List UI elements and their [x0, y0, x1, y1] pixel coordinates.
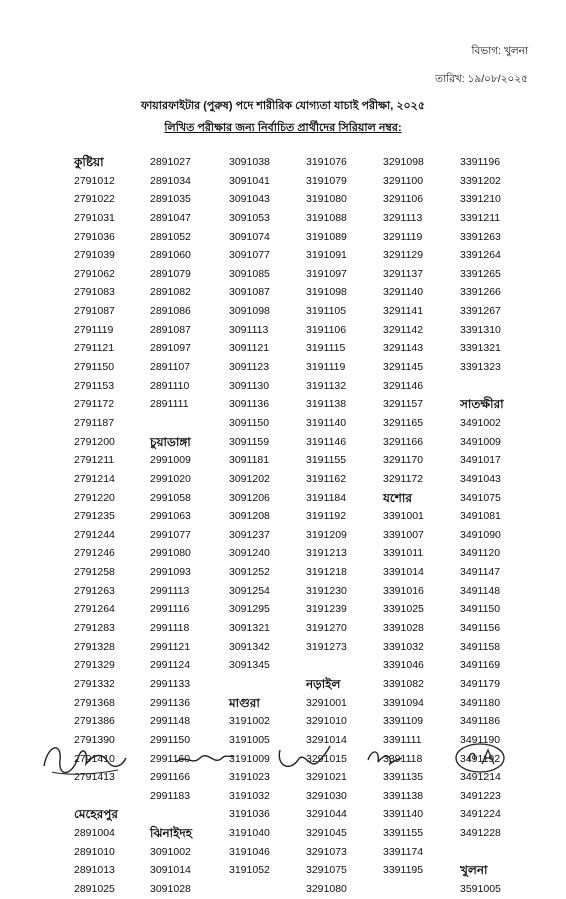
serial-number: 3191088 — [306, 211, 347, 224]
serial-number: 3191023 — [229, 771, 270, 784]
serial-number: 3491148 — [460, 584, 501, 597]
serial-number: 3191091 — [306, 249, 347, 262]
district-heading: নড়াইল — [306, 676, 341, 691]
serial-number: 3191036 — [229, 808, 270, 821]
signature-1 — [38, 736, 130, 780]
serial-number: 3091074 — [229, 230, 270, 243]
serial-number: 3391046 — [383, 659, 424, 672]
serial-number: 2791083 — [74, 286, 115, 299]
serial-number: 3091038 — [229, 156, 270, 168]
serial-number: 3591005 — [460, 882, 501, 895]
serial-number: 3191140 — [306, 416, 347, 429]
serial-number: 2891110 — [150, 379, 190, 392]
serial-number: 3091087 — [229, 286, 270, 299]
serial-number: 2791039 — [74, 249, 115, 262]
serial-number: 2991058 — [150, 491, 191, 504]
serial-number: 3291073 — [306, 845, 347, 858]
serial-number: 3191146 — [306, 435, 347, 448]
serial-number: 2791264 — [74, 603, 115, 616]
serial-number: 3291001 — [306, 696, 347, 709]
serial-number: 3191002 — [229, 715, 270, 728]
serial-number: 3291145 — [383, 361, 424, 374]
serial-number: 2791390 — [74, 733, 115, 746]
serial-number: 2891025 — [74, 882, 115, 895]
serial-number: 3091206 — [229, 491, 270, 504]
serial-number: 2891060 — [150, 249, 191, 262]
serial-number: 3291143 — [383, 342, 424, 355]
serial-number: 3491169 — [460, 659, 501, 672]
serial-number: 3091202 — [229, 472, 270, 485]
serial-number: 3491147 — [460, 566, 501, 579]
serial-number: 3291146 — [383, 379, 424, 392]
serial-number: 3091041 — [229, 174, 270, 187]
serial-number: 3291157 — [383, 398, 424, 411]
serial-number: 3191079 — [306, 174, 347, 187]
serial-number: 3491192 — [460, 752, 501, 765]
serial-number: 3391195 — [383, 864, 424, 877]
serial-number: 3191076 — [306, 156, 347, 168]
serial-number: 3391321 — [460, 342, 501, 355]
serial-number: 3191209 — [306, 528, 347, 541]
serial-number: 2991166 — [150, 771, 191, 784]
serial-number: 2791263 — [74, 584, 115, 597]
serial-number: 2891052 — [150, 230, 191, 243]
serial-number: 2991116 — [150, 603, 190, 616]
signature-2 — [172, 736, 236, 780]
serial-number: 2791386 — [74, 715, 115, 728]
signature-3 — [272, 736, 332, 780]
serial-number: 3091240 — [229, 547, 270, 560]
serial-number: 3391118 — [383, 752, 423, 765]
serial-number: 3391014 — [383, 566, 424, 579]
serial-number: 2991080 — [150, 547, 191, 560]
serial-number: 3491186 — [460, 715, 501, 728]
serial-number: 3491190 — [460, 733, 501, 746]
serial-number: 3391174 — [383, 845, 424, 858]
serial-number: 3491017 — [460, 454, 501, 467]
serial-number: 3091130 — [229, 379, 270, 392]
district-heading: কুষ্টিয়া — [74, 155, 104, 169]
serial-number: 3291100 — [383, 174, 424, 187]
serial-number: 2791413 — [74, 771, 115, 784]
serial-column-2 — [150, 153, 230, 899]
serial-number: 3491179 — [460, 677, 501, 690]
serial-number: 2791235 — [74, 510, 115, 523]
serial-number: 2991183 — [150, 789, 191, 802]
serial-number: 3191106 — [306, 323, 347, 336]
serial-number: 2791022 — [74, 193, 115, 206]
serial-number: 3091123 — [229, 361, 270, 374]
serial-number: 2891111 — [150, 398, 189, 411]
serial-number: 3191119 — [306, 361, 346, 374]
serial-number: 3191162 — [306, 472, 347, 485]
serial-number: 2791368 — [74, 696, 115, 709]
serial-number: 2791119 — [74, 323, 114, 336]
serial-number: 2791150 — [74, 361, 115, 374]
serial-number: 2791031 — [74, 211, 115, 224]
serial-number: 3391196 — [460, 156, 501, 168]
serial-number: 3491120 — [460, 547, 501, 560]
serial-number: 2891047 — [150, 211, 191, 224]
serial-number: 2991136 — [150, 696, 191, 709]
serial-number: 3091098 — [229, 305, 270, 318]
serial-number: 2991118 — [150, 622, 190, 635]
signature-5 — [452, 736, 512, 780]
serial-number: 3491075 — [460, 491, 501, 504]
serial-number: 3291045 — [306, 827, 347, 840]
serial-number: 2891087 — [150, 323, 191, 336]
blank-row — [460, 377, 540, 396]
serial-number: 3191032 — [229, 789, 270, 802]
serial-number: 2791121 — [74, 342, 115, 355]
serial-number: 3191132 — [306, 379, 347, 392]
serial-number: 3091014 — [150, 864, 191, 877]
blank-row — [150, 414, 230, 433]
serial-number: 2991093 — [150, 566, 191, 579]
serial-number: 3291170 — [383, 454, 424, 467]
serial-number: 2791172 — [74, 398, 115, 411]
date-label: তারিখ: ১৯/০৮/২০২৫ — [435, 73, 528, 85]
serial-number: 2791153 — [74, 379, 115, 392]
serial-number: 2991020 — [150, 472, 191, 485]
serial-number: 3091321 — [229, 622, 270, 635]
serial-number: 2791328 — [74, 640, 115, 653]
serial-number: 3091085 — [229, 267, 270, 280]
serial-number: 3391138 — [383, 789, 424, 802]
serial-number: 2891013 — [74, 864, 115, 877]
serial-number: 3091254 — [229, 584, 270, 597]
serial-number: 3191218 — [306, 566, 347, 579]
serial-number: 3191089 — [306, 230, 347, 243]
serial-number: 3391025 — [383, 603, 424, 616]
serial-number: 3391109 — [383, 715, 424, 728]
serial-number: 2791200 — [74, 435, 115, 448]
division-label: বিভাগ: খুলনা — [471, 45, 528, 57]
serial-number: 3391016 — [383, 584, 424, 597]
serial-number: 3291021 — [306, 771, 347, 784]
serial-number: 2791087 — [74, 305, 115, 318]
district-heading: খুলনা — [460, 863, 488, 878]
serial-number: 3191040 — [229, 827, 270, 840]
serial-number: 3391011 — [383, 547, 424, 560]
serial-column-4 — [306, 153, 386, 899]
serial-number: 3091345 — [229, 659, 270, 672]
serial-number: 2791329 — [74, 659, 115, 672]
page-subtitle: লিখিত পরীক্ষার জন্য নির্বাচিত প্রার্থীদের সিরিয়াল নম্বর: — [164, 122, 402, 134]
serial-number: 3491224 — [460, 808, 501, 821]
serial-number: 2791258 — [74, 566, 115, 579]
serial-number: 3191213 — [306, 547, 347, 560]
blank-row — [460, 843, 540, 862]
serial-number: 2791244 — [74, 528, 115, 541]
serial-number: 3091077 — [229, 249, 270, 262]
serial-number: 3391323 — [460, 361, 501, 374]
serial-number: 3091150 — [229, 416, 270, 429]
serial-number: 3291142 — [383, 323, 424, 336]
serial-number: 2891034 — [150, 174, 191, 187]
serial-number: 3191052 — [229, 864, 270, 877]
serial-number: 3091342 — [229, 640, 270, 653]
serial-number: 3291075 — [306, 864, 347, 877]
serial-number: 3491180 — [460, 696, 501, 709]
serial-number: 2791012 — [74, 174, 115, 187]
serial-number: 3391111 — [383, 733, 422, 746]
serial-number: 2991148 — [150, 715, 191, 728]
serial-number: 2791246 — [74, 547, 115, 560]
serial-column-1 — [74, 153, 154, 899]
serial-number: 3291080 — [306, 882, 347, 895]
district-heading: সাতক্ষীরা — [460, 397, 504, 412]
serial-number: 3091208 — [229, 510, 270, 523]
serial-number: 3391135 — [383, 771, 424, 784]
serial-number: 3091113 — [229, 323, 269, 336]
serial-number: 3491081 — [460, 510, 501, 523]
serial-number: 2991009 — [150, 454, 191, 467]
serial-number: 3291140 — [383, 286, 424, 299]
serial-number: 3191080 — [306, 193, 347, 206]
serial-number: 3291113 — [383, 211, 423, 224]
serial-number: 3291030 — [306, 789, 347, 802]
serial-number: 3391140 — [383, 808, 424, 821]
serial-number: 3191192 — [306, 510, 347, 523]
serial-number: 3491156 — [460, 622, 501, 635]
serial-number: 3191105 — [306, 305, 347, 318]
serial-number: 3091053 — [229, 211, 270, 224]
serial-number: 3091028 — [150, 882, 191, 895]
serial-number: 2791211 — [74, 454, 115, 467]
serial-number: 2891004 — [74, 827, 115, 840]
serial-number: 3191097 — [306, 267, 347, 280]
serial-number: 3091181 — [229, 454, 270, 467]
serial-number: 3191098 — [306, 286, 347, 299]
serial-number: 3191115 — [306, 342, 346, 355]
serial-number: 2891097 — [150, 342, 191, 355]
district-heading: চুয়াডাঙ্গা — [150, 434, 191, 449]
serial-number: 2991160 — [150, 752, 191, 765]
serial-number: 3091002 — [150, 845, 191, 858]
district-heading: ঝিনাইদহ — [150, 826, 193, 841]
serial-number: 3391032 — [383, 640, 424, 653]
signature-4 — [362, 736, 404, 780]
serial-number: 3191184 — [306, 491, 347, 504]
serial-number: 2891079 — [150, 267, 191, 280]
serial-number: 2891086 — [150, 305, 191, 318]
serial-number: 3191138 — [306, 398, 347, 411]
serial-number: 3291129 — [383, 249, 424, 262]
serial-number: 3491043 — [460, 472, 501, 485]
serial-number: 3391001 — [383, 510, 424, 523]
serial-number: 3091136 — [229, 398, 270, 411]
serial-number: 2991121 — [150, 640, 191, 653]
serial-number: 3291137 — [383, 267, 424, 280]
serial-number: 3191239 — [306, 603, 347, 616]
serial-number: 2991113 — [150, 584, 190, 597]
serial-number: 3391310 — [460, 323, 501, 336]
serial-number: 3291010 — [306, 715, 347, 728]
serial-number: 3391263 — [460, 230, 501, 243]
serial-number: 3391155 — [383, 827, 424, 840]
serial-number: 2991063 — [150, 510, 191, 523]
serial-number: 3191005 — [229, 733, 270, 746]
serial-number: 2791410 — [74, 752, 115, 765]
serial-number: 3091159 — [229, 435, 270, 448]
serial-number: 3491223 — [460, 789, 501, 802]
page-title: ফায়ারফাইটার (পুরুষ) পদে শারীরিক যোগ্যতা যাচাই পরীক্ষা, ২০২৫ — [141, 100, 425, 112]
blank-row — [150, 805, 230, 824]
serial-number: 3391265 — [460, 267, 501, 280]
serial-number: 3291106 — [383, 193, 424, 206]
serial-number: 3091237 — [229, 528, 270, 541]
serial-number: 2891035 — [150, 193, 191, 206]
blank-row — [229, 675, 309, 694]
serial-number: 3391266 — [460, 286, 501, 299]
serial-number: 2991133 — [150, 677, 191, 690]
serial-number: 3391007 — [383, 528, 424, 541]
serial-number: 3091043 — [229, 193, 270, 206]
district-heading: মেহেরপুর — [74, 807, 119, 822]
serial-number: 3091252 — [229, 566, 270, 579]
serial-number: 3391264 — [460, 249, 501, 262]
serial-number: 3291015 — [306, 752, 347, 765]
serial-number: 3291166 — [383, 435, 424, 448]
district-heading: যশোর — [383, 490, 412, 505]
serial-number: 3391082 — [383, 677, 424, 690]
district-heading: মাগুরা — [229, 695, 260, 710]
serial-number: 3291165 — [383, 416, 424, 429]
serial-number: 3191155 — [306, 454, 347, 467]
serial-number: 3491158 — [460, 640, 501, 653]
serial-number: 3091121 — [229, 342, 270, 355]
serial-number: 2791283 — [74, 622, 115, 635]
serial-number: 2791187 — [74, 416, 115, 429]
serial-number: 3391094 — [383, 696, 424, 709]
serial-number: 3491002 — [460, 416, 501, 429]
serial-number: 3391267 — [460, 305, 501, 318]
serial-number: 2891107 — [150, 361, 191, 374]
serial-number: 3191046 — [229, 845, 270, 858]
serial-number: 3491228 — [460, 827, 501, 840]
blank-row — [306, 656, 386, 675]
serial-number: 2991124 — [150, 659, 191, 672]
serial-number: 3491090 — [460, 528, 501, 541]
serial-number: 3391210 — [460, 193, 501, 206]
serial-number: 3491150 — [460, 603, 501, 616]
serial-number: 2991150 — [150, 733, 191, 746]
serial-number: 3291119 — [383, 230, 423, 243]
serial-number: 3291141 — [383, 305, 424, 318]
serial-number: 3391211 — [460, 211, 501, 224]
blank-row — [74, 787, 154, 806]
serial-number: 2891010 — [74, 845, 115, 858]
serial-number: 3291044 — [306, 808, 347, 821]
serial-number: 2791036 — [74, 230, 115, 243]
serial-column-6 — [460, 153, 540, 899]
serial-number: 3491009 — [460, 435, 501, 448]
serial-number: 2891082 — [150, 286, 191, 299]
serial-number: 3191009 — [229, 752, 270, 765]
serial-number: 3291172 — [383, 472, 424, 485]
serial-number: 3191270 — [306, 622, 347, 635]
serial-number: 2991077 — [150, 528, 191, 541]
serial-number: 2791332 — [74, 677, 115, 690]
serial-number: 3491214 — [460, 771, 501, 784]
serial-number: 2791062 — [74, 267, 115, 280]
serial-number: 3091295 — [229, 603, 270, 616]
serial-number: 2791220 — [74, 491, 115, 504]
serial-number: 2791214 — [74, 472, 115, 485]
serial-number: 3291014 — [306, 733, 347, 746]
serial-number: 3291098 — [383, 156, 424, 168]
serial-number: 3191230 — [306, 584, 347, 597]
serial-number: 3391202 — [460, 174, 501, 187]
serial-number: 3191273 — [306, 640, 347, 653]
serial-number: 2891027 — [150, 156, 191, 168]
serial-number: 3391028 — [383, 622, 424, 635]
